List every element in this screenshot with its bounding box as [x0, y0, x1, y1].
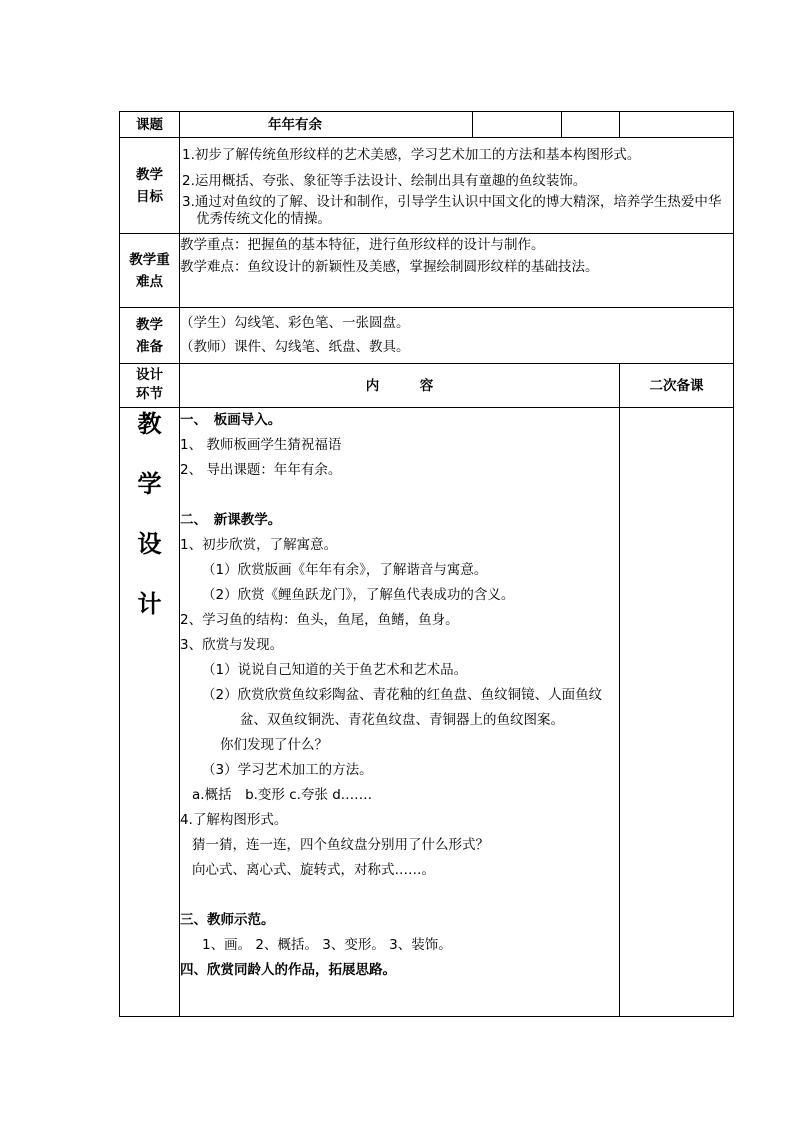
second-prep-cell [620, 408, 734, 1017]
objective-3: 3.通过对鱼纹的了解、设计和制作，引导学生认识中国文化的博大精深，培养学生热爱中华优秀传统文化的情操。 [182, 194, 722, 227]
section-2-heading: 二、 新课教学。 [180, 512, 282, 528]
vertical-char-4: 计 [137, 590, 162, 618]
section-2-item-1: 1、初步欣赏，了解寓意。 [180, 537, 338, 553]
title-blank-cell-1 [473, 112, 562, 138]
discovery-question: 你们发现了什么？ [220, 737, 328, 753]
topic-label: 课题 [120, 112, 180, 138]
section-1-item-1: 1、 教师板画学生猜祝福语 [180, 437, 342, 453]
section-1-heading: 一、 板画导入。 [180, 412, 282, 428]
preparation-label-text: 教学准备 [136, 316, 163, 355]
section-2-item-4: 4.了解构图形式。 [180, 812, 288, 828]
design-step-label-text: 设计环节 [136, 367, 163, 402]
title-row [120, 112, 734, 138]
key-point-difficulty: 教学难点：鱼纹设计的新颖性及美感，掌握绘制圆形纹样的基础技法。 [180, 259, 599, 275]
objective-2: 2.运用概括、夸张、象征等手法设计、绘制出具有童趣的鱼纹装饰。 [182, 173, 587, 189]
section-2-item-3-sub-3: （3）学习艺术加工的方法。 [202, 762, 373, 778]
preparation-student: （学生）勾线笔、彩色笔、一张圆盘。 [180, 315, 410, 331]
vertical-char-1: 教 [137, 410, 162, 438]
key-points-content [180, 234, 734, 308]
section-2-item-3-sub-2 [180, 683, 619, 733]
preparation-teacher: （教师）课件、勾线笔、纸盘、教具。 [180, 339, 410, 355]
section-2-item-1-sub-2: （2）欣赏《鲤鱼跃龙门》，了解鱼代表成功的含义。 [202, 587, 515, 603]
appreciation-list: （2）欣赏欣赏鱼纹彩陶盆、青花釉的红鱼盘、鱼纹铜镜、人面鱼纹盆、双鱼纹铜洗、青花鱼纹盘、青铜器上的鱼纹图案。 [202, 687, 603, 728]
section-2-item-3-sub-1: （1）说说自己知道的关于鱼艺术和艺术品。 [202, 662, 468, 678]
composition-types: 向心式、离心式、旋转式，对称式……。 [192, 862, 435, 878]
blank-line [180, 483, 619, 508]
blank-line-2 [180, 883, 619, 908]
title-blank-cell-3 [620, 112, 734, 138]
objectives-content [180, 138, 734, 234]
section-2-item-1-sub-1: （1）欣赏版画《年年有余》，了解谐音与寓意。 [202, 562, 488, 578]
objectives-label [120, 138, 180, 234]
section-4-heading: 四、欣赏同龄人的作品，拓展思路。 [180, 962, 396, 978]
second-prep-header: 二次备课 [620, 364, 734, 408]
processing-methods: a.概括 b.变形 c.夸张 d.…… [192, 787, 373, 803]
section-2-item-2: 2、学习鱼的结构：鱼头，鱼尾，鱼鳍，鱼身。 [180, 612, 459, 628]
preparation-content [180, 308, 734, 364]
design-body-row [120, 408, 734, 1017]
design-header-row [120, 364, 734, 408]
content-header: 内 容 [180, 364, 620, 408]
vertical-char-3: 设 [137, 530, 162, 558]
key-points-row [120, 234, 734, 308]
preparation-label [120, 308, 180, 364]
vertical-char-2: 学 [137, 470, 162, 498]
design-content [180, 408, 620, 1017]
title-blank-cell-2 [562, 112, 620, 138]
lesson-title: 年年有余 [180, 112, 473, 138]
guess-and-match: 猜一猜，连一连，四个鱼纹盘分别用了什么形式？ [192, 837, 489, 853]
section-1-item-2: 2、 导出课题：年年有余。 [180, 462, 342, 478]
key-points-label [120, 234, 180, 308]
teaching-design-label [120, 408, 180, 1017]
objectives-label-text: 教学目标 [136, 166, 163, 205]
key-points-label-text: 教学重难点 [129, 251, 170, 290]
lesson-plan-table [119, 111, 734, 1017]
section-2-item-3: 3、欣赏与发现。 [180, 637, 284, 653]
section-3-heading: 三、教师示范。 [180, 912, 275, 928]
design-step-label [120, 364, 180, 408]
preparation-row [120, 308, 734, 364]
objective-1: 1.初步了解传统鱼形纹样的艺术美感，学习艺术加工的方法和基本构图形式。 [182, 147, 641, 163]
demo-steps: 1、画。 2、概括。 3、变形。 3、装饰。 [202, 937, 452, 953]
key-point-focus: 教学重点：把握鱼的基本特征，进行鱼形纹样的设计与制作。 [180, 237, 545, 253]
objectives-row [120, 138, 734, 234]
